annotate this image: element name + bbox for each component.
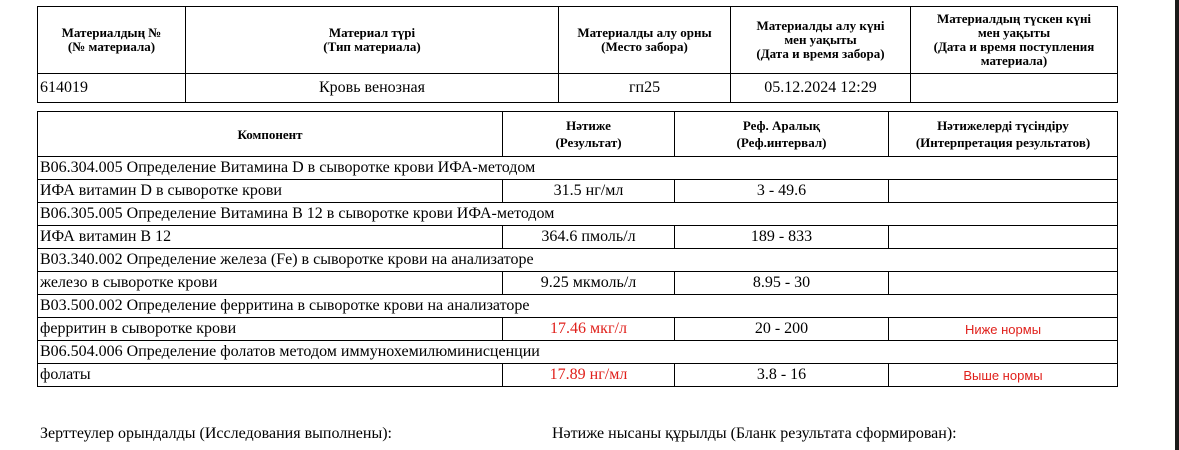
group-row xyxy=(38,341,1118,364)
reference-range: 3 - 49.6 xyxy=(675,180,889,203)
reference-range: 3.8 - 16 xyxy=(675,364,889,387)
group-title: B03.500.002 Определение ферритина в сыворотке крови на анализаторе xyxy=(38,295,1118,318)
header-interpretation: Нәтижелерді түсіндіру (Интерпретация результатов) xyxy=(889,112,1118,157)
header-material-number: Материалдың № (№ материала) xyxy=(38,7,186,74)
footer-form-generated: Нәтиже нысаны құрылды (Бланк результата сформирован): xyxy=(552,425,957,442)
result-value: 9.25 мкмоль/л xyxy=(503,272,675,295)
sample-info-table xyxy=(37,6,1118,103)
component-name: ИФА витамин D в сыворотке крови xyxy=(38,180,503,203)
interpretation xyxy=(889,226,1118,249)
component-name: железо в сыворотке крови xyxy=(38,272,503,295)
result-row xyxy=(38,272,1118,295)
group-row xyxy=(38,203,1118,226)
group-title: B06.504.006 Определение фолатов методом иммунохемилюминисценции xyxy=(38,341,1118,364)
interpretation: Ниже нормы xyxy=(889,318,1118,341)
sample-header-row xyxy=(38,7,1118,74)
footer-performed-by: Зерттеулер орындалды (Исследования выполнены): xyxy=(40,425,392,442)
group-row xyxy=(38,249,1118,272)
interpretation: Выше нормы xyxy=(889,364,1118,387)
header-received-datetime: Материалдың түскен күні мен уақыты (Дата и время поступления материала) xyxy=(911,7,1118,74)
received-datetime xyxy=(911,74,1118,103)
result-value: 31.5 нг/мл xyxy=(503,180,675,203)
result-value: 364.6 пмоль/л xyxy=(503,226,675,249)
group-title: B06.304.005 Определение Витамина D в сыворотке крови ИФА-методом xyxy=(38,157,1118,180)
group-title: B06.305.005 Определение Витамина В 12 в сыворотке крови ИФА-методом xyxy=(38,203,1118,226)
screen-edge xyxy=(1175,0,1179,450)
collection-datetime: 05.12.2024 12:29 xyxy=(731,74,911,103)
sample-row xyxy=(38,74,1118,103)
header-collection-datetime: Материалды алу күні мен уақыты (Дата и время забора) xyxy=(731,7,911,74)
component-name: ферритин в сыворотке крови xyxy=(38,318,503,341)
group-row xyxy=(38,157,1118,180)
interpretation xyxy=(889,180,1118,203)
header-component: Компонент xyxy=(38,112,503,157)
result-row xyxy=(38,364,1118,387)
results-table xyxy=(37,111,1118,387)
collection-place: гп25 xyxy=(559,74,731,103)
header-collection-place: Материалды алу орны (Место забора) xyxy=(559,7,731,74)
result-row xyxy=(38,226,1118,249)
result-value-abnormal: 17.46 мкг/л xyxy=(503,318,675,341)
result-row xyxy=(38,180,1118,203)
group-title: B03.340.002 Определение железа (Fe) в сыворотке крови на анализаторе xyxy=(38,249,1118,272)
reference-range: 8.95 - 30 xyxy=(675,272,889,295)
reference-range: 20 - 200 xyxy=(675,318,889,341)
result-row xyxy=(38,318,1118,341)
header-reference: Реф. Аралық (Реф.интервал) xyxy=(675,112,889,157)
header-result: Нәтиже (Результат) xyxy=(503,112,675,157)
reference-range: 189 - 833 xyxy=(675,226,889,249)
result-value-abnormal: 17.89 нг/мл xyxy=(503,364,675,387)
header-material-type: Материал түрі (Тип материала) xyxy=(186,7,559,74)
results-header-row xyxy=(38,112,1118,157)
component-name: фолаты xyxy=(38,364,503,387)
group-row xyxy=(38,295,1118,318)
component-name: ИФА витамин В 12 xyxy=(38,226,503,249)
material-type: Кровь венозная xyxy=(186,74,559,103)
interpretation xyxy=(889,272,1118,295)
material-number: 614019 xyxy=(38,74,186,103)
